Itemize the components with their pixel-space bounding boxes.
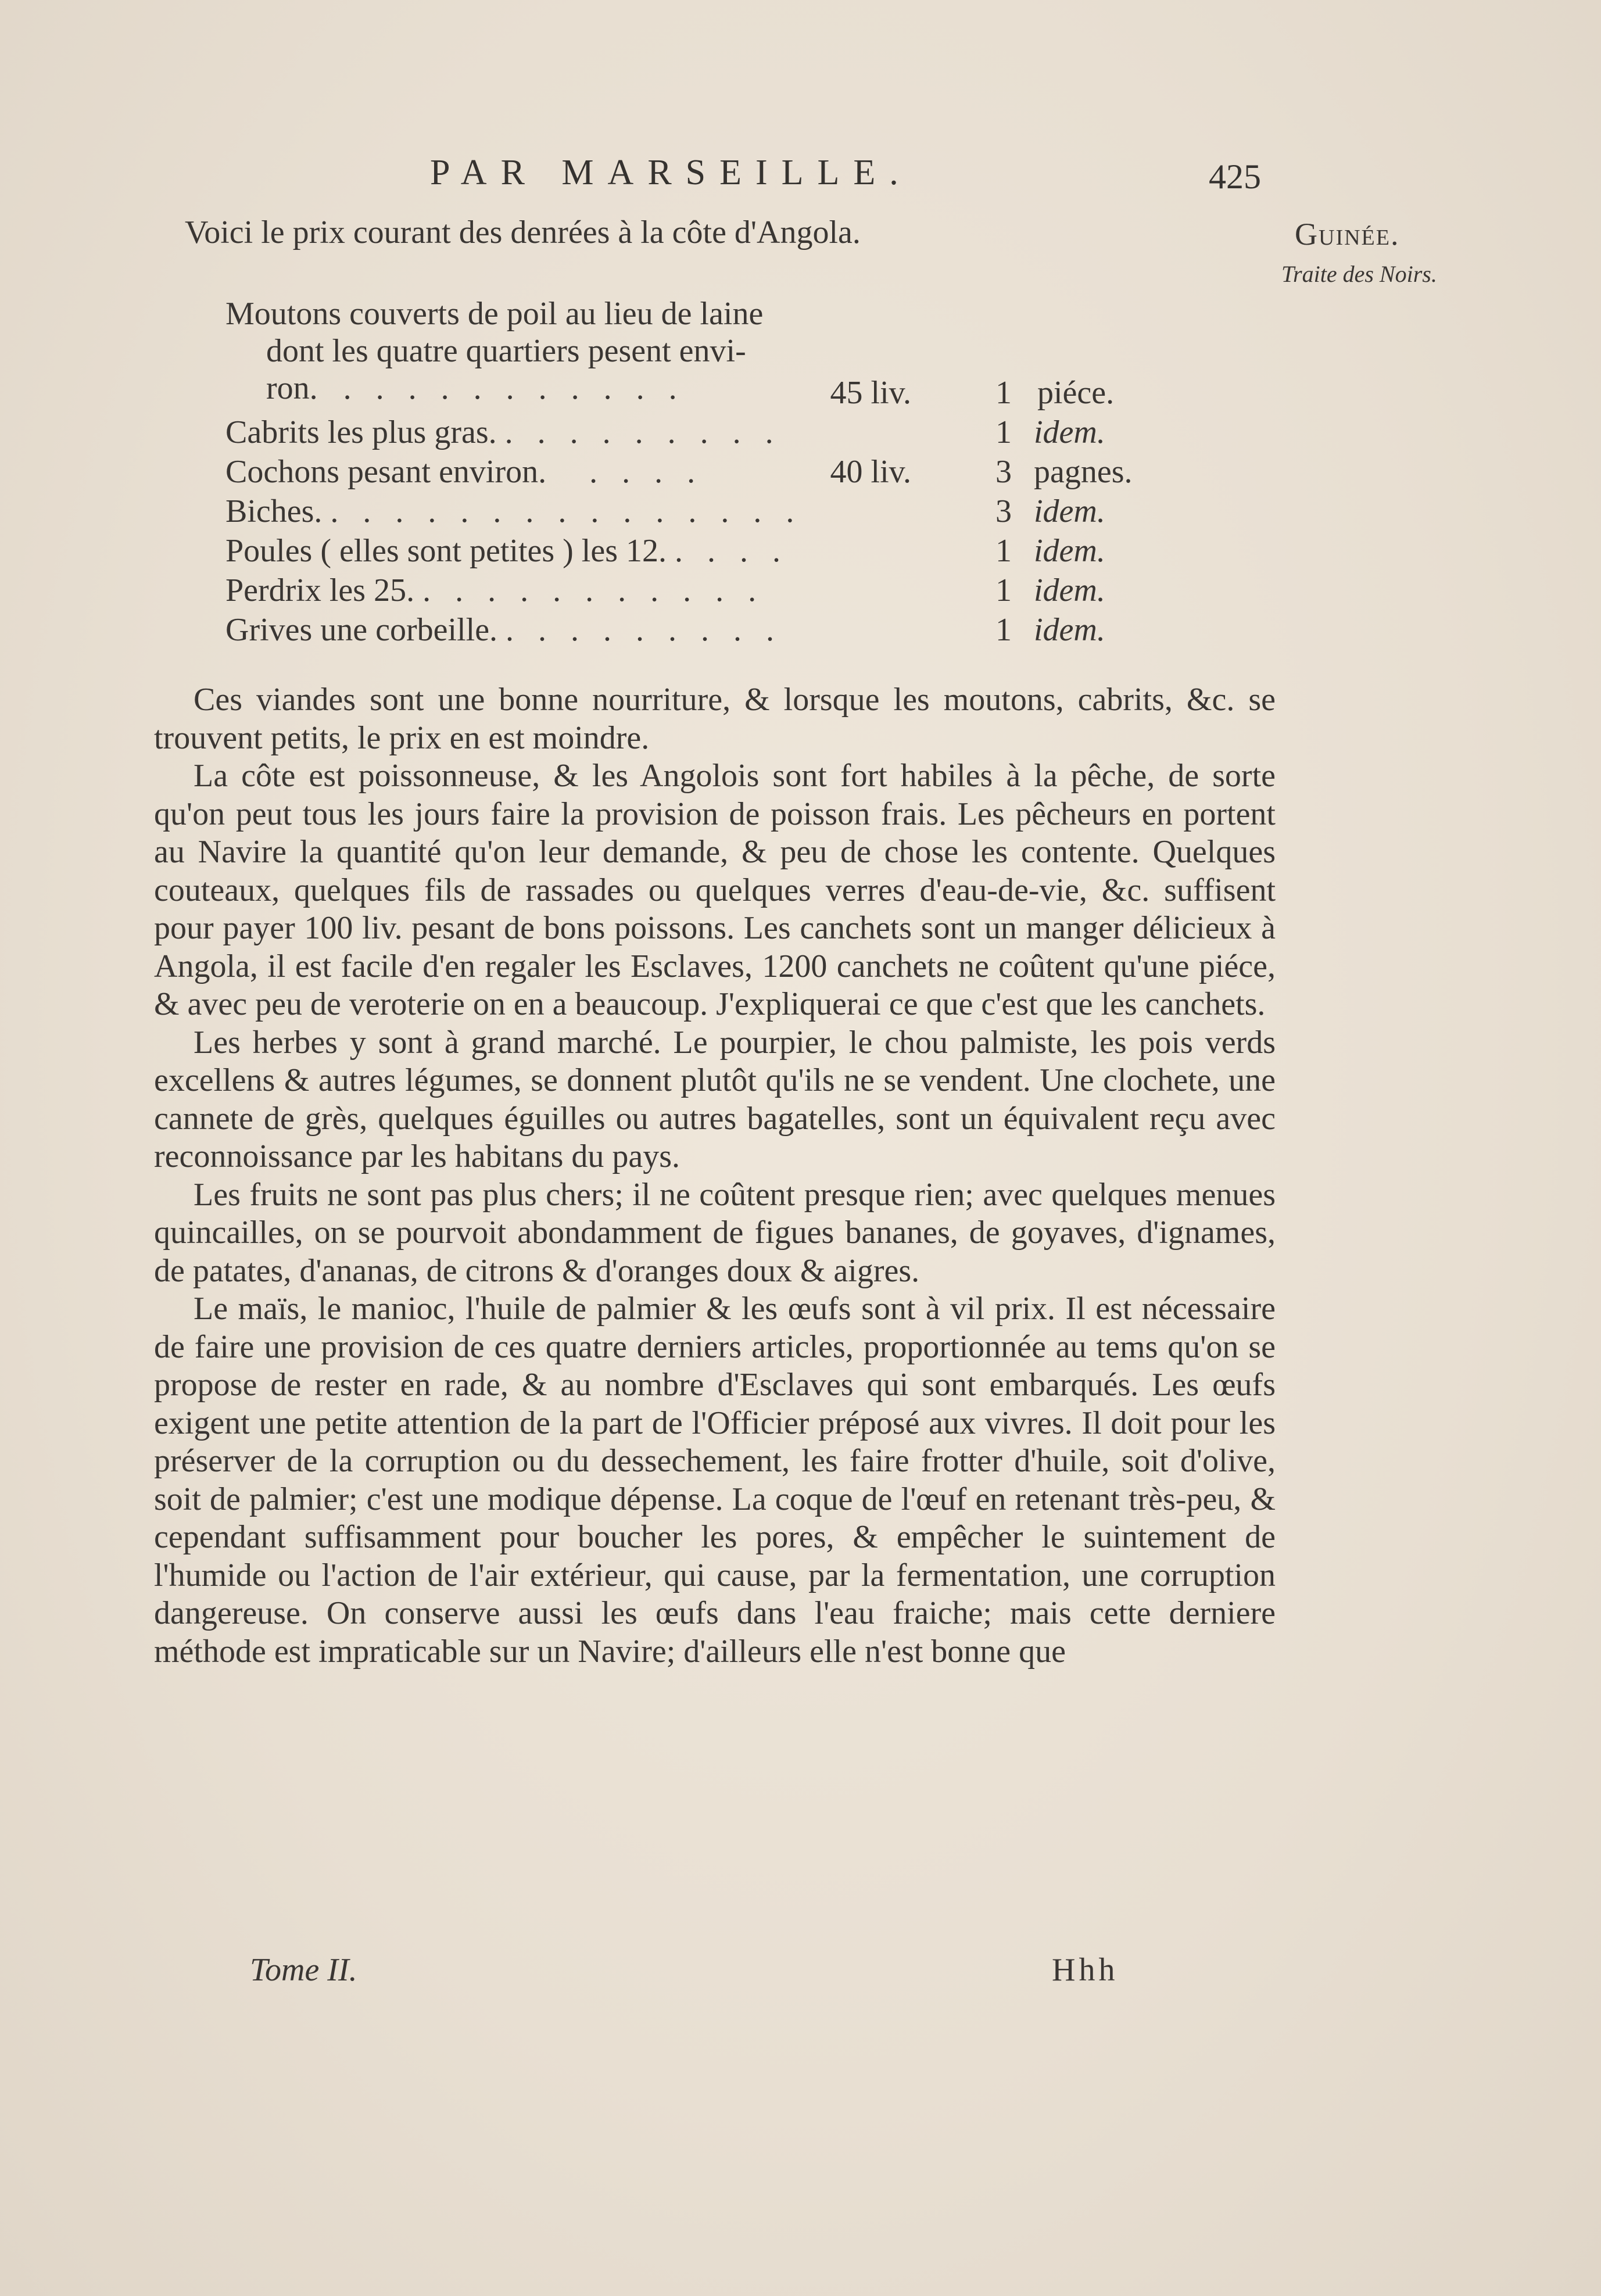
leader-dots: . . . .: [589, 454, 704, 490]
paragraph: La côte est poissonneuse, & les Angolois sont fort habiles à la pêche, de sorte qu'on peut tous les jours faire la provision de poisson frais. Les pêcheurs en portent au Navire la quantité qu'on leur demande, & peu de chose les contente. Quelques couteaux, quelques fils de rassades ou quelques verres d'eau-de-vie, &c. suffisent pour payer 100 liv. pesant de bons poissons. Les canchets sont un manger délicieux à Angola, il est facile d'en regaler les Esclaves, 1200 canchets ne coûtent qu'une piéce, & avec peu de veroterie on en a beaucoup. J'expliquerai ce que c'est que les canchets.: [154, 758, 1276, 1022]
price-qty: 1: [995, 572, 1012, 608]
volume-label: Tome II.: [250, 1952, 357, 1988]
price-item: Biches.: [225, 493, 323, 529]
price-row: [225, 493, 1167, 532]
price-value: [995, 572, 1105, 609]
signature-mark: Hhh: [1052, 1952, 1119, 1988]
paragraph: Les fruits ne sont pas plus chers; il ne coûtent presque rien; avec quelques menues quincailles, on se pourvoit abondamment de figues bananes, de goyaves, d'ignames, de patates, d'ananas, de citrons & d'oranges doux & aigres.: [154, 1176, 1276, 1289]
price-unit: piéce.: [1037, 375, 1115, 411]
price-value: [995, 532, 1105, 569]
price-item-line: Moutons couverts de poil au lieu de laine: [225, 296, 764, 332]
intro-sentence: Voici le prix courant des denrées à la côte d'Angola.: [185, 214, 861, 250]
price-unit: idem.: [1034, 493, 1105, 529]
margin-note-subject: Traite des Noirs.: [1281, 261, 1437, 287]
leader-dots: . . . . . . . . . . .: [422, 572, 765, 608]
price-qty: 3: [995, 454, 1012, 490]
price-table: [225, 295, 1167, 651]
price-item-line: dont les quatre quartiers pesent envi-: [266, 333, 746, 369]
price-unit: pagnes.: [1034, 454, 1133, 490]
leader-dots: . . . . . . . . .: [506, 612, 783, 648]
price-item-line: ron.: [266, 370, 318, 406]
page-number: 425: [1209, 157, 1261, 196]
leader-dots: . . . . . . . . . . . . . . .: [330, 493, 803, 529]
price-item: Grives une corbeille.: [225, 612, 498, 648]
price-row: [225, 295, 1167, 414]
price-item: Cabrits les plus gras.: [225, 414, 497, 450]
price-row: [225, 572, 1167, 611]
price-unit: idem.: [1034, 612, 1105, 648]
running-title: PAR MARSEILLE.: [430, 153, 912, 192]
paragraph: Ces viandes sont une bonne nourriture, & lorsque les moutons, cabrits, &c. se trouvent petits, le prix en est moindre.: [154, 682, 1276, 756]
price-item: Poules ( elles sont petites ) les 12.: [225, 533, 667, 569]
price-weight: 45 liv.: [830, 375, 911, 411]
price-unit: idem.: [1034, 572, 1105, 608]
price-qty: 1: [995, 414, 1012, 450]
price-value: [995, 453, 1133, 490]
leader-dots: . . . . . . . . .: [504, 414, 782, 450]
price-unit: idem.: [1034, 533, 1105, 569]
price-unit: idem.: [1034, 414, 1105, 450]
price-qty: 1: [995, 533, 1012, 569]
price-weight: 40 liv.: [830, 454, 911, 490]
price-row: [225, 611, 1167, 651]
price-item: Perdrix les 25.: [225, 572, 415, 608]
margin-note-region: Guinée.: [1295, 217, 1400, 252]
leader-dots: . . . .: [675, 533, 789, 569]
price-item: Cochons pesant environ.: [225, 454, 547, 490]
price-row: [225, 453, 1167, 493]
price-qty: 1: [995, 375, 1012, 411]
paragraph: Le maïs, le manioc, l'huile de palmier & les œufs sont à vil prix. Il est nécessaire de faire une provision de ces quatre derniers articles, proportionnée au tems qu'on se propose de rester en rade, & au nombre d'Esclaves qui sont embarqués. Les œufs exigent une petite attention de la part de l'Officier préposé aux vivres. Il doit pour les préserver de la corruption ou du dessechement, les faire frotter d'huile, soit d'olive, soit de palmier; c'est une modique dépense. La coque de l'œuf en retenant très-peu, & cependant suffisamment pour boucher les pores, & empêcher le suintement de l'humide ou l'action de l'air extérieur, qui cause, par la fermentation, une corruption dangereuse. On conserve aussi les œufs dans l'eau fraiche; mais cette derniere méthode est impraticable sur un Navire; d'ailleurs elle n'est bonne que: [154, 1291, 1276, 1670]
price-item: [225, 295, 763, 407]
body-text: [154, 681, 1276, 1671]
price-value: [995, 493, 1105, 530]
price-qty: 1: [995, 612, 1012, 648]
price-value: [995, 374, 1114, 411]
price-value: [995, 414, 1105, 451]
leader-dots: . . . . . . . . . . .: [343, 370, 685, 406]
price-row: [225, 532, 1167, 572]
price-value: [995, 611, 1105, 649]
price-qty: 3: [995, 493, 1012, 529]
paragraph: Les herbes y sont à grand marché. Le pourpier, le chou palmiste, les pois verds excellens & autres légumes, se donnent plutôt qu'ils ne se vendent. Une clochete, une cannete de grès, quelques éguilles ou autres bagatelles, sont un équivalent reçu avec reconnoissance par les habitans du pays.: [154, 1024, 1276, 1174]
price-row: [225, 414, 1167, 453]
